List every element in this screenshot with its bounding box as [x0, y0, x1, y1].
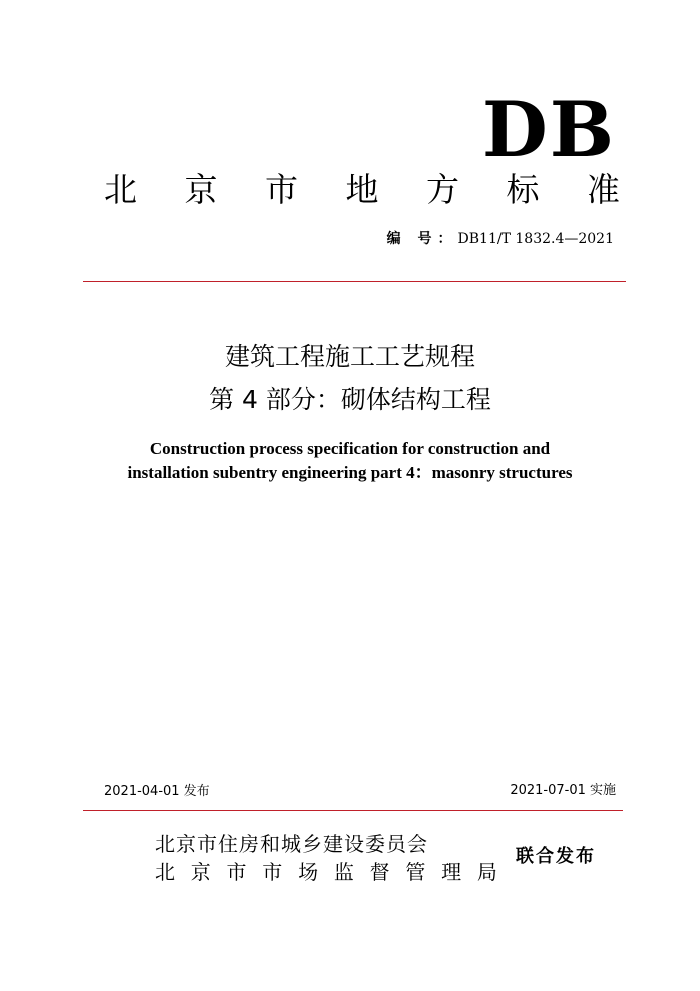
- heading-char: 市: [262, 860, 283, 884]
- db-logo-mark: DB: [481, 85, 616, 174]
- heading-char: 场: [298, 860, 319, 884]
- heading-char: 地: [345, 170, 379, 209]
- title-en-line1: Construction process specification for construction and: [149, 439, 551, 458]
- heading-char: 市: [226, 860, 247, 884]
- heading-char: 北: [155, 860, 175, 884]
- top-divider: [83, 281, 626, 282]
- heading-char: 管: [405, 860, 426, 884]
- standard-number-value: DB11/T 1832.4—2021: [457, 231, 614, 247]
- heading-char: 理: [441, 860, 462, 884]
- heading-char: 北: [104, 170, 137, 209]
- title-zh-line2: 第 4 部分：砌体结构工程: [209, 385, 491, 414]
- effective-date: 2021-07-01 实施: [510, 783, 616, 798]
- publisher-line1: 北京市住房和城乡建设委员会: [155, 832, 428, 856]
- title-en-line2: installation subentry engineering part 4：masonry structures: [127, 463, 573, 482]
- bottom-divider: [83, 810, 623, 811]
- heading-char: 方: [426, 170, 459, 209]
- heading-char: 监: [333, 860, 354, 884]
- title-zh-line1: 建筑工程施工工艺规程: [224, 342, 475, 371]
- heading-char: 京: [184, 170, 218, 209]
- heading-char: 京: [190, 860, 211, 884]
- heading-char: 标: [506, 170, 540, 209]
- joint-release-label: 联合发布: [516, 846, 596, 867]
- heading-char: 准: [587, 170, 620, 209]
- heading-char: 市: [265, 170, 298, 209]
- heading-char: 督: [369, 860, 390, 884]
- standard-number-label: 编 号：: [386, 231, 458, 247]
- heading-char: 局: [476, 860, 497, 884]
- issue-date: 2021-04-01 发布: [104, 784, 210, 799]
- standard-number: [387, 229, 614, 249]
- publisher-line2: [155, 859, 497, 885]
- standard-type-heading: [104, 170, 620, 210]
